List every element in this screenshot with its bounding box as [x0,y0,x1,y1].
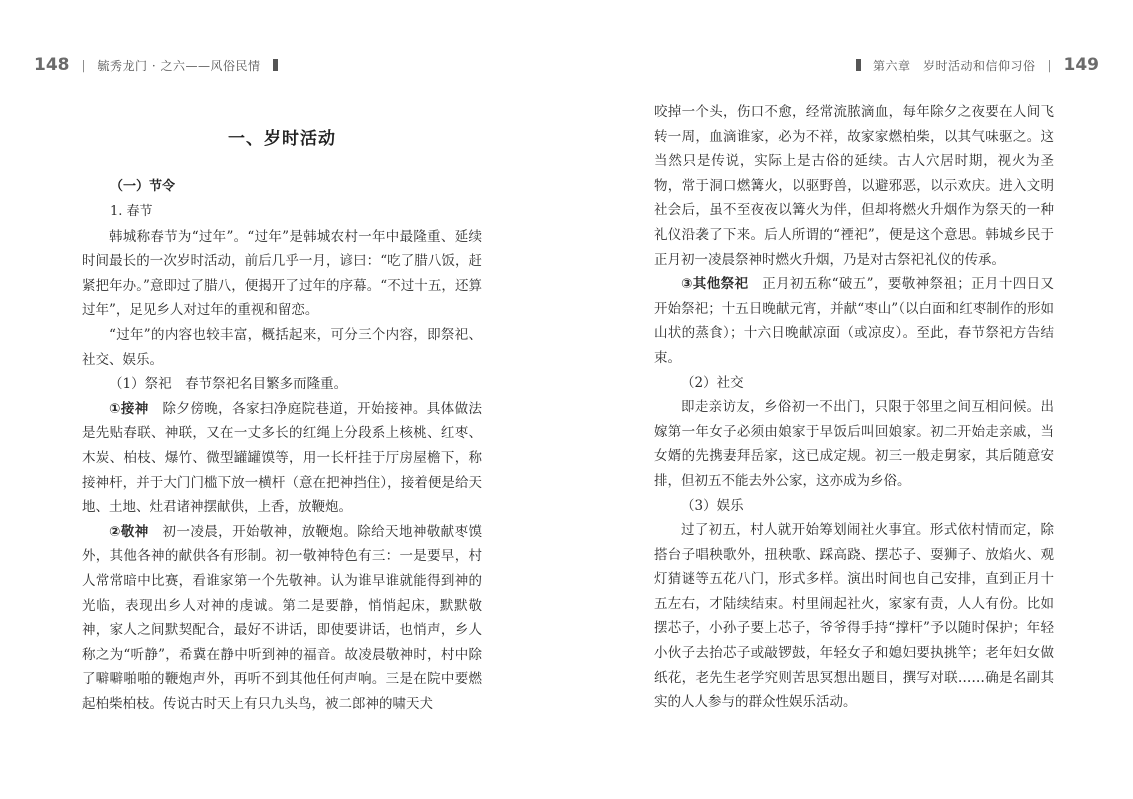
keyword-qitajisi: ③其他祭祀 [681,276,749,293]
paragraph: （1）祭祀 春节祭祀名目繁多而隆重。 [109,376,348,393]
paragraph: 即走亲访友，乡俗初一不出门，只限于邻里之间互相问候。出嫁第一年女子必须由娘家于早饭后叫回娘家。初二开始走亲戚，当女婿的先携妻拜岳家，这已成定规。初三一般走舅家，其后随意安排，但初五不能去外公家，这亦成为乡俗。 [654,399,1054,489]
paragraph-text: 初一凌晨，开始敬神，放鞭炮。除给天地神敬献枣馍外，其他各神的献供各有形制。初一敬神特色有三：一是要早，村人常常暗中比赛，看谁家第一个先敬神。认为谁早谁就能得到神的光临，表现出乡人对神的虔诚。第二是要静，悄悄起床，默默敬神，家人之间默契配合，最好不讲话，即使要讲话，也悄声，乡人称之为“听静”，希冀在静中听到神的福音。故凌晨敬神时，村中除了噼噼啪啪的鞭炮声外，再听不到其他任何声响。三是在院中要燃起柏柴柏枝。传说古时天上有只九头鸟，被二郎神的啸天犬 [82,523,482,712]
right-header-title: 第六章 岁时活动和信仰习俗 [872,58,1036,73]
right-running-header [844,54,1099,76]
paragraph: 韩城称春节为“过年”。“过年”是韩城农村一年中最隆重、延续时间最长的一次岁时活动，前后几乎一月，谚曰：“吃了腊八饭，赶紧把年办。”意即过了腊八，便揭开了过年的序幕。“不过十五，还算过年”，足见乡人对过年的重视和留恋。 [82,228,482,319]
left-body [82,124,482,716]
paragraph-text: 正月初五称“破五”，要敬神祭祖；正月十四日又开始祭祀；十五日晚献元宵，并献“枣山”（以白面和红枣制作的形如山状的蒸食）；十六日晚献凉面（或凉皮）。至此，春节祭祀方告结束。 [654,276,1054,366]
paragraph [654,272,1054,370]
keyword-jingshen: ②敬神 [109,523,149,540]
left-page-number: 148 [34,55,70,75]
right-page [566,0,1133,799]
header-block-mark [856,59,861,71]
paragraph [82,397,482,520]
header-separator: | [81,58,86,72]
paragraph: （3）娱乐 [681,497,744,514]
left-running-header [34,54,290,76]
paragraph [82,520,482,717]
paragraph: 过了初五，村人就开始筹划闹社火事宜。形式依村情而定，除搭台子唱秧歌外，扭秧歌、踩高跷、摆芯子、耍狮子、放焰火、观灯猜谜等五花八门，形式多样。演出时间也自己安排，直到正月十五左右，才陆续结束。村里闹起社火，家家有责，人人有份。比如摆芯子，小孙子要上芯子，爷爷得手持“撑杆”予以随时保护；年轻小伙子去抬芯子或敲锣鼓，年轻女子和媳妇要执挑竿；老年妇女做纸花，老先生老学究则苦思冥想出题目，撰写对联……确是名副其实的人人参与的群众性娱乐活动。 [654,522,1054,711]
header-separator: | [1047,58,1052,72]
left-header-title: 毓秀龙门 · 之六——风俗民情 [97,58,261,73]
right-body [654,100,1054,715]
header-block-mark [273,59,278,71]
paragraph: “过年”的内容也较丰富，概括起来，可分三个内容，即祭祀、社交、娱乐。 [82,326,482,368]
subsection-title: （一）节令 [110,179,176,194]
keyword-jieshen: ①接神 [109,400,149,417]
left-page [0,0,566,799]
item-title: 1. 春节 [110,204,153,219]
paragraph: 咬掉一个头，伤口不愈，经常流脓滴血，每年除夕之夜要在人间飞转一周，血滴谁家，必为不祥，故家家燃柏柴，以其气味驱之。这当然只是传说，实际上是古俗的延续。古人穴居时期，视火为圣物，常于洞口燃篝火，以驱野兽，以避邪恶，以示欢庆。进入文明社会后，虽不至夜夜以篝火为伴，但却将燃火升烟作为祭天的一种礼仪沿袭了下来。后人所谓的“禋祀”，便是这个意思。韩城乡民于正月初一凌晨祭神时燃火升烟，乃是对古祭祀礼仪的传承。 [654,104,1054,268]
section-title: 一、岁时活动 [228,129,336,149]
right-page-number: 149 [1063,55,1099,75]
paragraph-text: 除夕傍晚，各家扫净庭院巷道，开始接神。具体做法是先贴春联、神联，又在一丈多长的红绳上分段系上核桃、红枣、木炭、柏枝、爆竹、微型罐罐馍等，用一长杆挂于厅房屋檐下，称接神杆，并于大门门槛下放一横杆（意在把神挡住），接着便是给天地、土地、灶君诸神摆献供，上香，放鞭炮。 [82,400,482,516]
paragraph: （2）社交 [681,374,744,391]
